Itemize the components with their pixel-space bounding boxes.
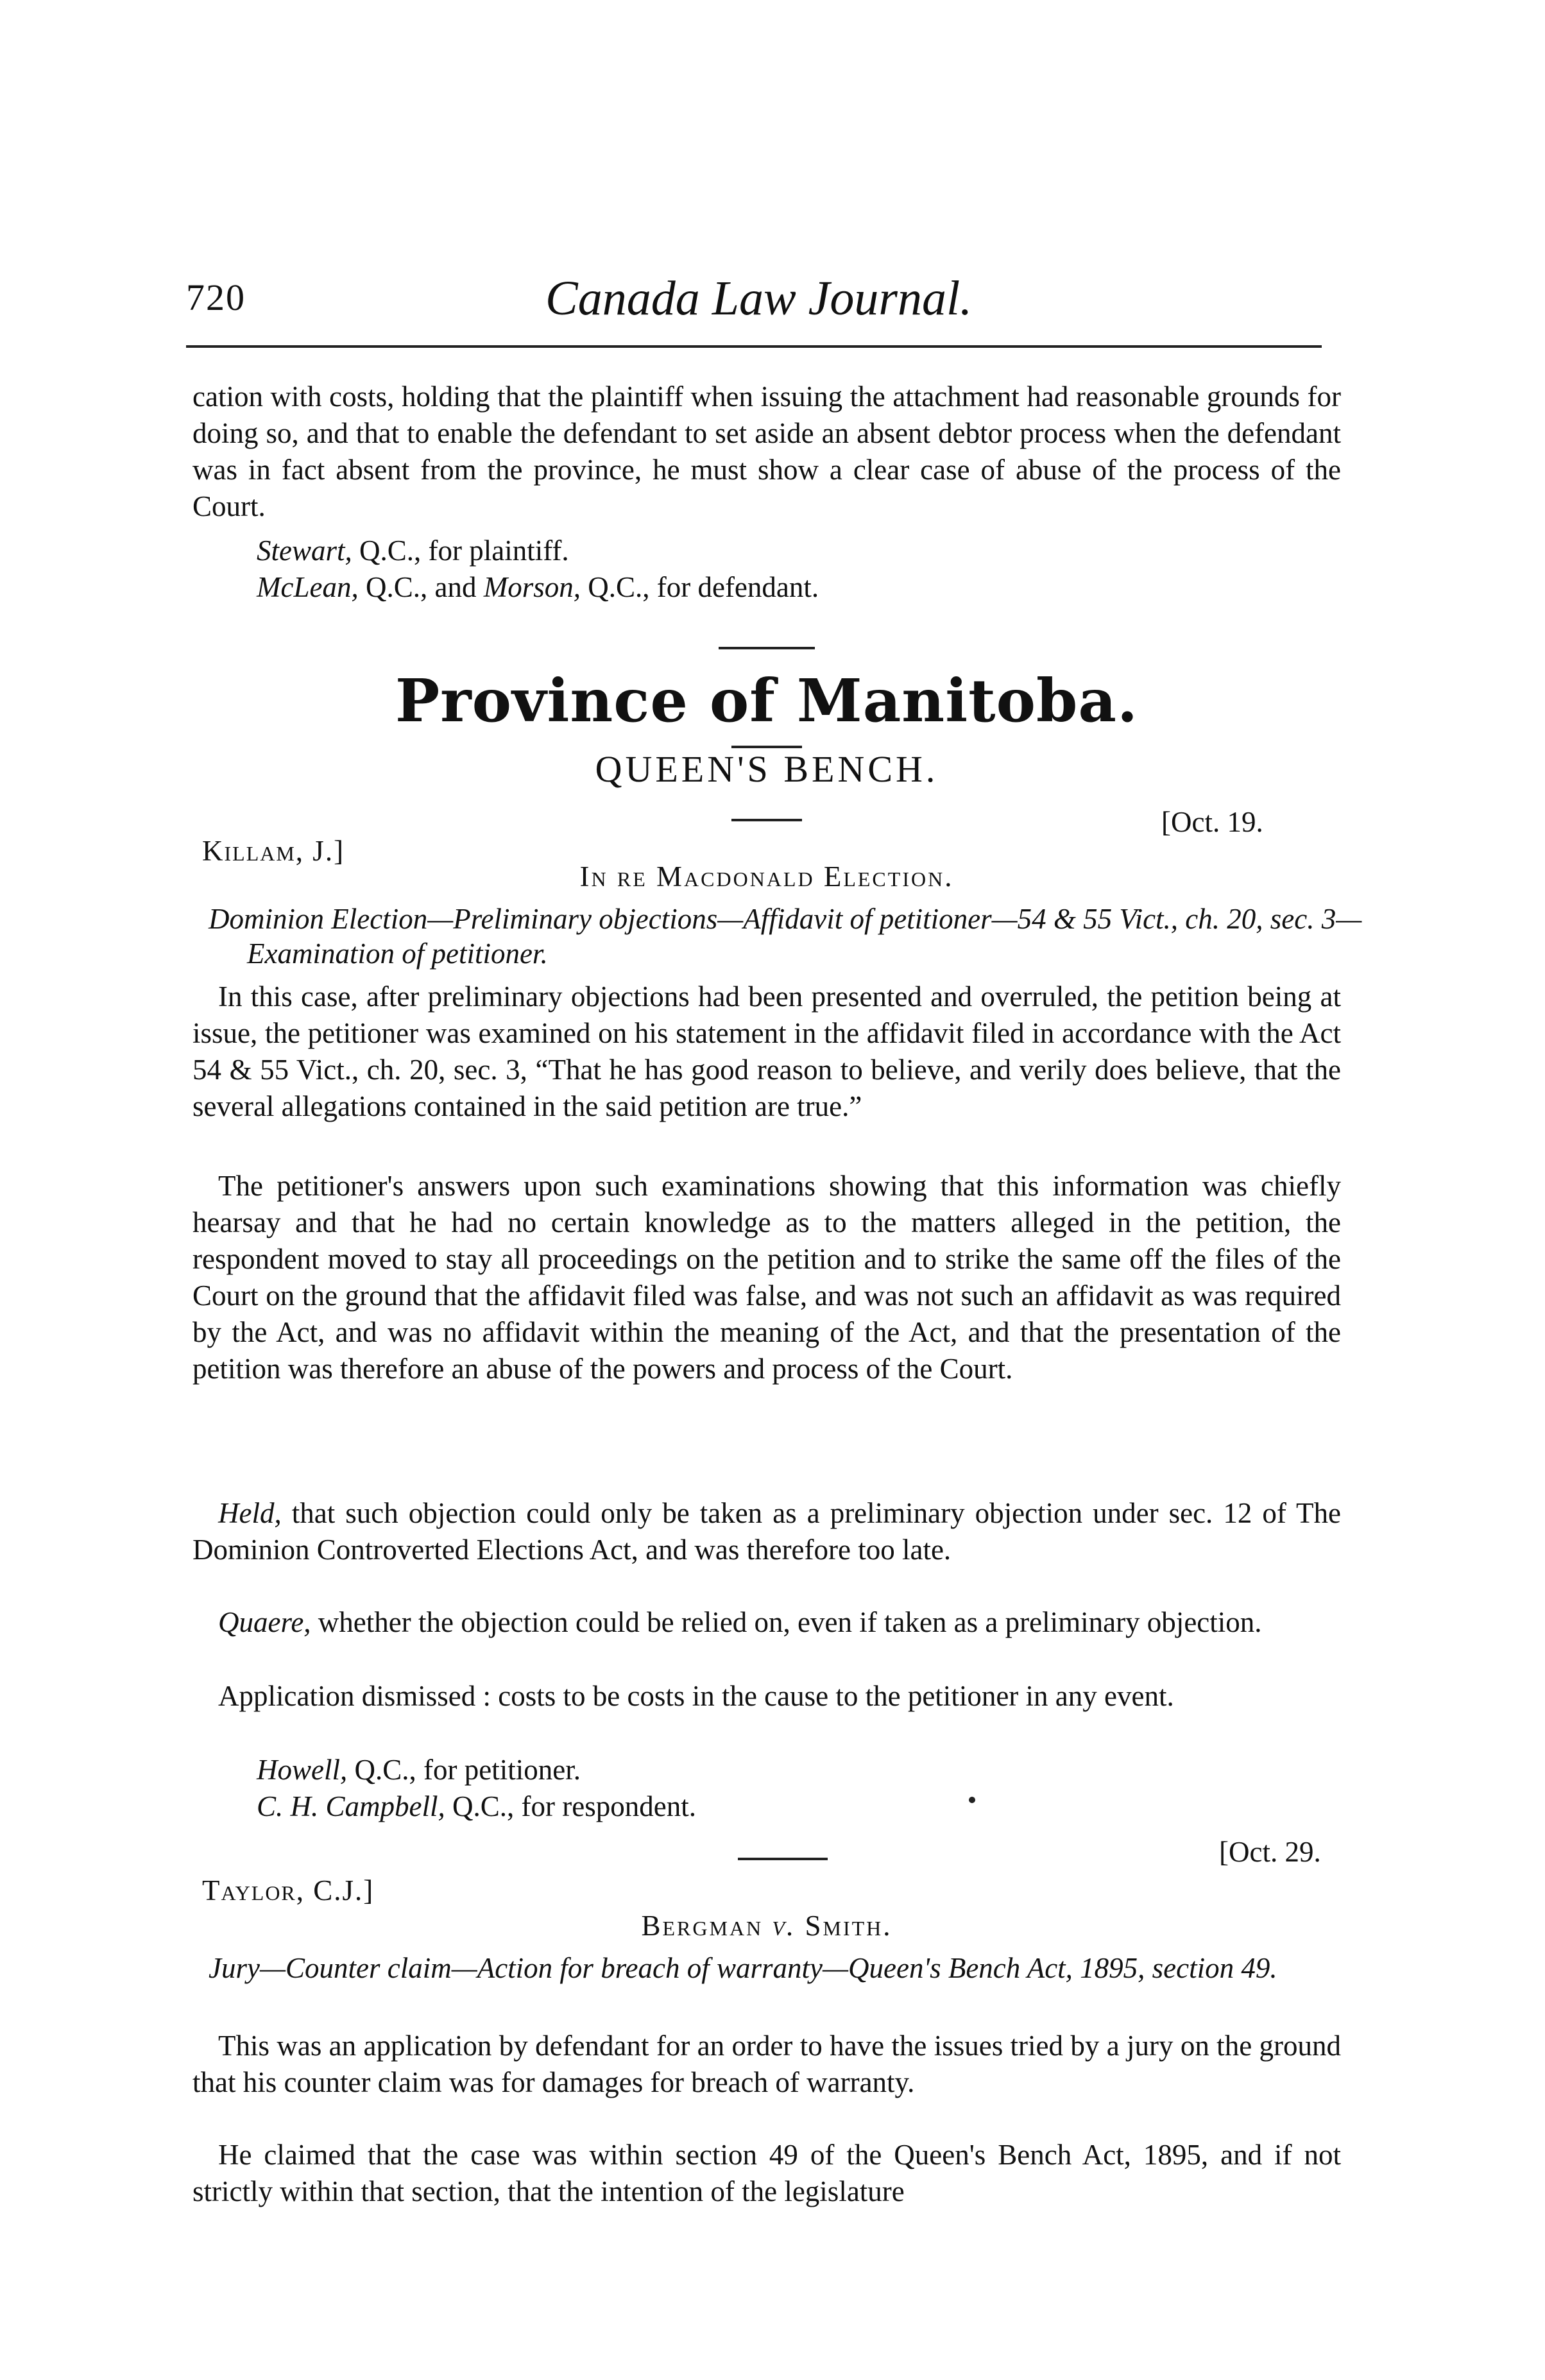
counsel-role: Q.C., for plaintiff.	[352, 535, 569, 567]
counsel-name: C. H. Campbell,	[257, 1790, 445, 1822]
case2-title	[192, 1909, 1341, 1942]
case2-paragraph-1: This was an application by defendant for an order to have the issues tried by a jury on the ground that his counter claim was for damages for breach of warranty.	[192, 2030, 1341, 2098]
intro-counsel-defendant	[257, 569, 819, 606]
case1-date: [Oct. 19.	[1161, 806, 1263, 838]
party-plaintiff: Bergman	[641, 1910, 764, 1942]
versus: v.	[772, 1910, 796, 1942]
counsel-name: Stewart,	[257, 535, 352, 567]
quaere-label: Quaere,	[218, 1606, 311, 1638]
stray-dot	[969, 1797, 975, 1803]
case1-headnote: Dominion Election—Preliminary objections—Affidavit of petitioner—54 & 55 Vict., ch. 20, sec. 3—Examination of petitioner.	[209, 903, 1362, 970]
counsel-name: Howell,	[257, 1754, 348, 1786]
case1-held	[192, 1495, 1341, 1568]
counsel-name: McLean,	[257, 571, 359, 603]
page-header	[186, 271, 1322, 347]
journal-title: Canada Law Journal.	[545, 271, 973, 325]
case1-counsel-petitioner	[257, 1752, 581, 1788]
held-text: that such objection could only be taken as a preliminary objection under sec. 12 of The Dominion Controverted Elections Act, and was therefore too late.	[192, 1497, 1341, 1566]
case1-paragraph-1: In this case, after preliminary objections had been presented and overruled, the petition being at issue, the petitioner was examined on his statement in the affidavit filed in accordance with the Act 54 & 55 Vict., ch. 20, sec. 3, “That he has good reason to believe, and verily does believe, that the several allegations contained in the said petition are true.”	[192, 980, 1341, 1122]
heading-divider	[731, 819, 802, 821]
case1-paragraph-2: The petitioner's answers upon such examinations showing that this information was chiefly hearsay and that he had no certain knowledge as to the matters alleged in the petition, the respondent moved to stay all proceedings on the petition and to strike the same off the files of the Court on the ground that the affidavit filed was false, and was not such an affidavit as was required by the Act, and was no affidavit within the meaning of the Act, and that the presentation of the petition was therefore an abuse of the powers and process of the Court.	[192, 1170, 1341, 1385]
held-label: Held,	[218, 1497, 282, 1529]
counsel-role: Q.C., for defendant.	[580, 571, 819, 603]
province-heading: Province of Manitoba.	[395, 666, 1138, 735]
counsel-role: Q.C., for petitioner.	[347, 1754, 581, 1786]
party-defendant: Smith.	[805, 1910, 892, 1942]
case2-date: [Oct. 29.	[1219, 1836, 1321, 1868]
quaere-text: whether the objection could be relied on, even if taken as a preliminary objection.	[311, 1606, 1262, 1638]
case1-quaere	[192, 1604, 1341, 1641]
counsel-name: Morson,	[483, 571, 581, 603]
case-divider	[738, 1858, 828, 1860]
court-heading: QUEEN'S BENCH.	[595, 748, 939, 790]
section-divider	[719, 647, 815, 649]
case2-headnote: Jury—Counter claim—Action for breach of warranty—Queen's Bench Act, 1895, section 49.	[209, 1952, 1277, 1984]
counsel-role: Q.C., for respondent.	[445, 1790, 696, 1822]
intro-paragraph: cation with costs, holding that the plaintiff when issuing the attachment had reasonable grounds for doing so, and that to enable the defendant to set aside an absent debtor process when the defendant was in fact absent from the province, he must show a clear case of abuse of the process of the Court.	[192, 381, 1341, 522]
counsel-connector: Q.C., and	[358, 571, 484, 603]
case1-judge: Killam, J.]	[202, 835, 345, 867]
case1-counsel-respondent	[257, 1788, 696, 1825]
case1-title: In re Macdonald Election.	[579, 860, 954, 893]
case2-paragraph-2: He claimed that the case was within section 49 of the Queen's Bench Act, 1895, and if not strictly within that section, that the intention of the legislature	[192, 2139, 1341, 2207]
intro-counsel-plaintiff	[257, 533, 569, 569]
case2-judge: Taylor, C.J.]	[202, 1874, 375, 1906]
case1-disposition: Application dismissed : costs to be costs in the cause to the petitioner in any event.	[218, 1680, 1174, 1712]
header-rule	[186, 345, 1322, 348]
page-number: 720	[186, 277, 246, 318]
